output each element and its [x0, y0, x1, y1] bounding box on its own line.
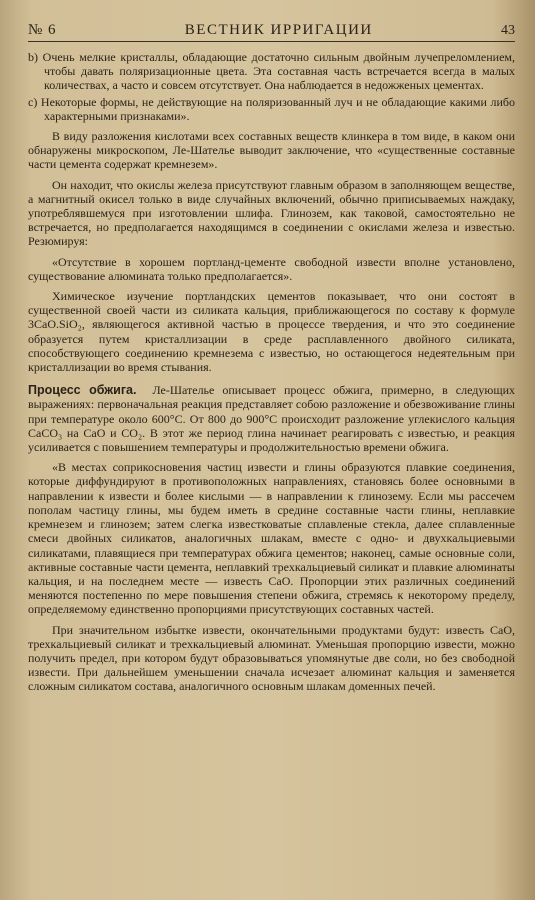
page-number: 43	[500, 23, 515, 38]
list-item-c: c) Некоторые формы, не действующие на поляризованный луч и не обладающие какими либо характерными признаками».	[28, 94, 515, 123]
paragraph: При значительном избытке извести, окончательными продуктами будут: известь CaO, трехкальциевый силикат и трехкальциевый алюминат. Уменьшая пропорцию извести, можно получить предел, при котором будут образовываться упомянутые две соли, но без свободной извести. При дальнейшем уменьшении сначала исчезает алюминат кальция и заменяется сложным силикатом состава, аналогичного основным шлакам доменных печей.	[28, 622, 515, 694]
paragraph: Химическое изучение портландских цементов показывает, что они состоят в существенной своей части из силиката кальция, приближающегося по составу к формуле 3CaO.SiO₂, являющегося активной частью в процессе твердения, и что это соединение образуется путем кристаллизации в среде расплавленного двойного силиката, способствующего соединению кремнезема с известью, но остающегося недеятельным при кристаллизации во время стывания.	[28, 289, 515, 375]
issue-number: № 6	[28, 22, 57, 38]
section-paragraph	[28, 383, 515, 454]
section-heading: Процесс обжига.	[28, 383, 137, 398]
paragraph: Он находит, что окислы железа присутствуют главным образом в заполняющем веществе, а магнитный окисел только в виде случайных включений, обычно приписываемых наждаку, употреблявшемуся при изготовлении шлифа. Глинозем, как таковой, самостоятельно не встречается, но предполагается находящимся в соединении с окислами железа и известью. Резюмируя:	[28, 177, 515, 249]
journal-title: ВЕСТНИК ИРРИГАЦИИ	[184, 22, 373, 38]
quote: «В местах соприкосновения частиц извести и глины образуются плавкие соединения, которые диффундируют в противоположных направлениях, становясь более основными в направлении к извести и более кислыми — в направлении к глинозему. Если мы рассечем пополам частицу глины, мы будем иметь в средине составные части глины, неплавкие кремнезем и глинозем; затем слегка известковатые сплавленые стекла, далее сплавленные смеси двойных силикатов, аналогичных шлакам, вместе с одно- и двухкальциевыми силикатами, плавящиеся при температурах обжига цементов; наконец, самые основные соли, активные составные части цемента, неплавкий трехкальциевый силикат и плавкие алюминаты кальция, и на последнем месте — известь CaO. Пропорции этих различных соединений меняются постепенно по мере повышения степени обжига, стремясь к некоторому пределу, определяемому единственно пропорциями присутствующих составных частей.	[28, 460, 515, 617]
section-text: Ле-Шателье описывает процесс обжига, примерно, в следующих выражениях: первоначальная реакция представляет собою разложение и обезвоживание глины при температуре около 600°С. От 800 до 900°С происходит разложение углекислого кальция CaCO₃ на CaO и CO₂. В этот же период глина начинает реагировать с известью, и реакция усиливается с повышением температуры и продолжительностью времени обжига.	[28, 383, 515, 455]
quote: «Отсутствие в хорошем портланд-цементе свободной извести вполне установлено, существование алюмината только предполагается».	[28, 254, 515, 283]
paragraph: В виду разложения кислотами всех составных веществ клинкера в том виде, в каком они обнаружены микроскопом, Ле-Шателье выводит заключение, что «существенные составные части цемента содержат кремнезем».	[28, 129, 515, 172]
article-body	[28, 50, 515, 694]
list-item-b: b) Очень мелкие кристаллы, обладающие достаточно сильным двойным лучепреломлением, чтобы давать поляризационные цвета. Эта составная часть встречается всегда в малых количествах, а часто и совсем отсутствует. Она наблюдается в недожженых цементах.	[28, 50, 515, 93]
running-header	[28, 22, 515, 42]
